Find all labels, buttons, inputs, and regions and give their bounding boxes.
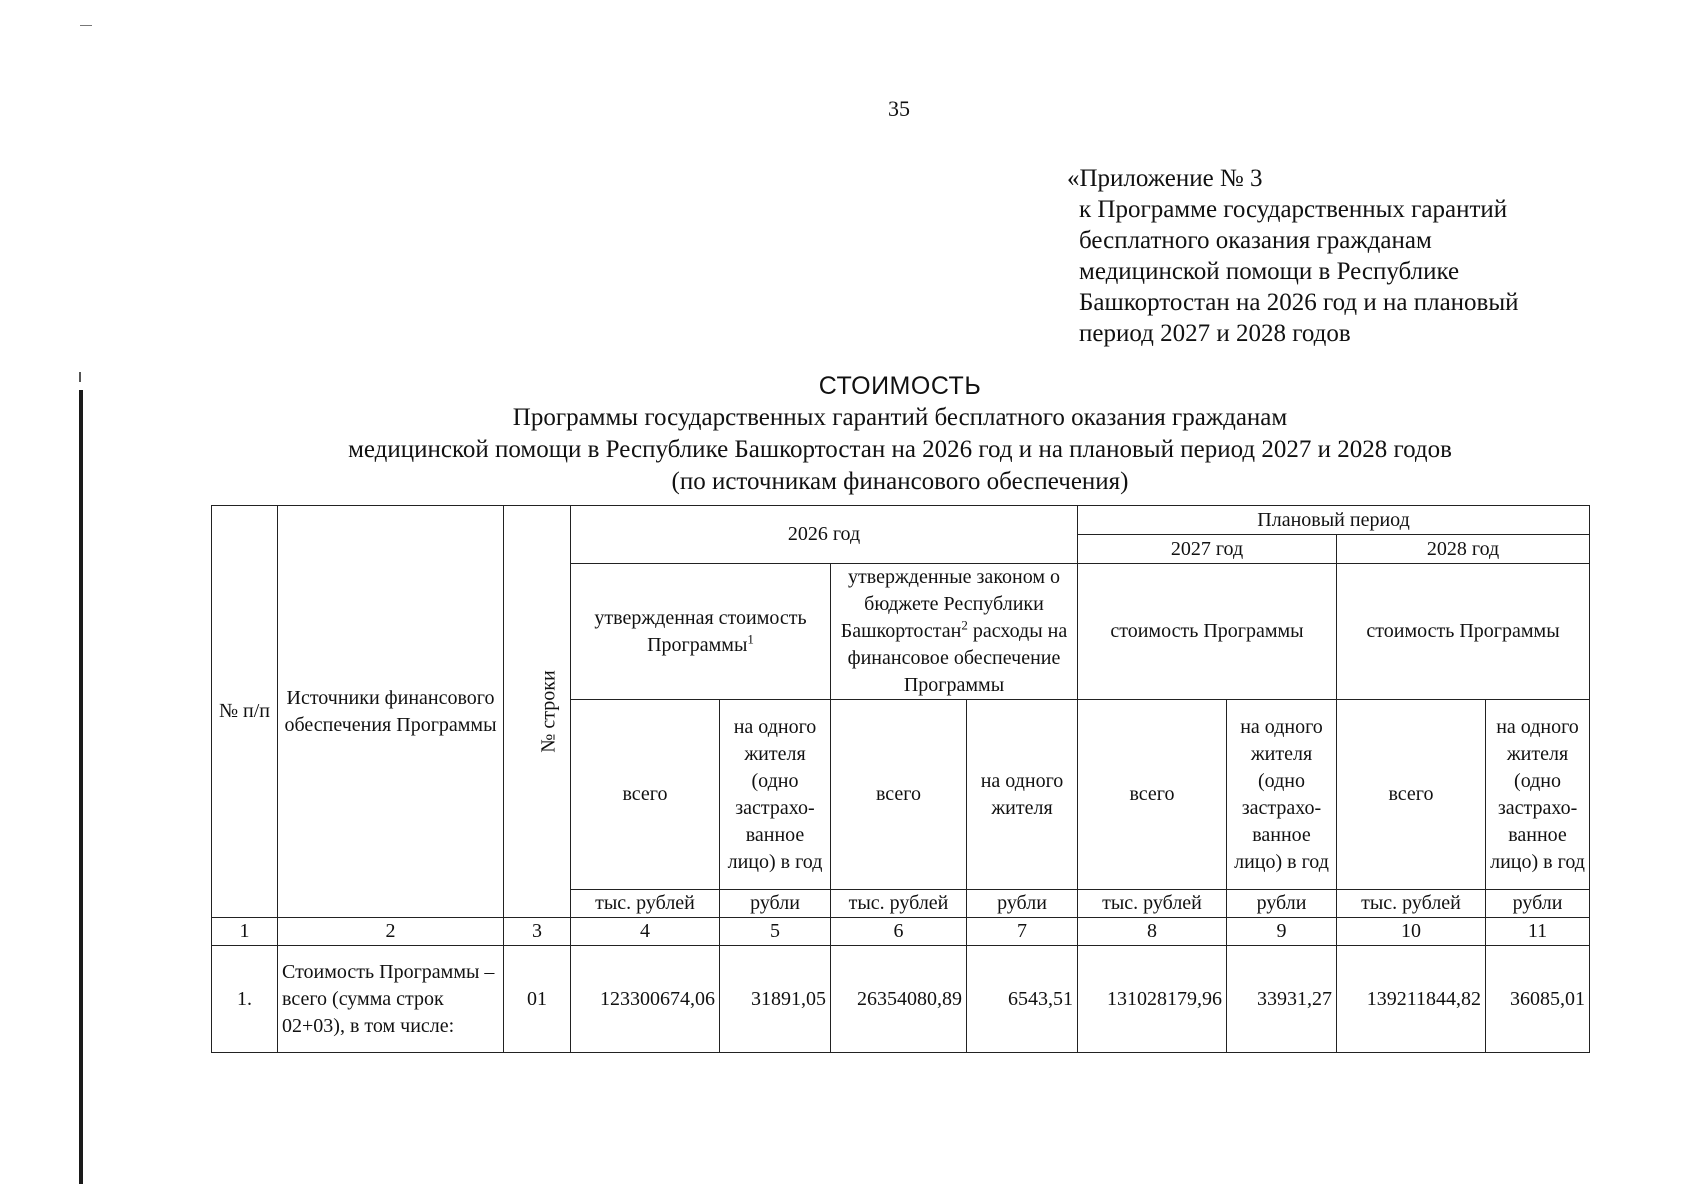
header-num: № п/п <box>212 506 278 918</box>
header-year-2027: 2027 год <box>1078 535 1337 564</box>
unit-rub: рубли <box>967 890 1078 918</box>
appendix-line: бесплатного оказания гражданам <box>1079 227 1432 254</box>
header-per-insured: на одного жителя (одно застрахо-ванное лицо) в год <box>1227 700 1337 890</box>
header-planned-period: Плановый период <box>1078 506 1590 535</box>
unit-rub: рубли <box>1227 890 1337 918</box>
column-number: 4 <box>571 918 720 946</box>
header-year-2026: 2026 год <box>571 506 1078 564</box>
unit-thousand-rub: тыс. рублей <box>1337 890 1486 918</box>
column-number: 8 <box>1078 918 1227 946</box>
column-number: 3 <box>504 918 571 946</box>
header-total: всего <box>571 700 720 890</box>
header-total: всего <box>1337 700 1486 890</box>
header-per-insured: на одного жителя (одно застрахо-ванное лицо) в год <box>1486 700 1590 890</box>
header-program-cost-2027: стоимость Программы <box>1078 564 1337 700</box>
cell-2026-total: 123300674,06 <box>571 946 720 1053</box>
column-number: 5 <box>720 918 831 946</box>
cell-2026-per-capita: 31891,05 <box>720 946 831 1053</box>
appendix-line: «Приложение № 3 <box>1067 165 1263 192</box>
header-approved-cost <box>571 564 831 700</box>
header-per-resident: на одного жителя <box>967 700 1078 890</box>
header-budget-law-label: утвержденные законом о бюджете Республики Башкортостан <box>840 566 1060 642</box>
title-line: медицинской помощи в Республике Башкортостан на 2026 год и на плановый период 2027 и 2028 годов <box>348 436 1452 463</box>
document-title <box>200 370 1600 498</box>
unit-thousand-rub: тыс. рублей <box>1078 890 1227 918</box>
scan-mark <box>80 25 92 26</box>
header-row-code-label: № строки <box>537 670 560 753</box>
row-code: 01 <box>504 946 571 1053</box>
footnote-ref-2: 2 <box>961 617 968 633</box>
page-number: 35 <box>888 96 910 121</box>
column-number: 11 <box>1486 918 1590 946</box>
column-number-row <box>212 918 1590 946</box>
appendix-reference <box>1067 163 1519 349</box>
header-budget-law-purpose: расходы на финансовое обеспечение Программы <box>847 620 1068 696</box>
cell-2028-per-capita: 36085,01 <box>1486 946 1590 1053</box>
title-main: СТОИМОСТЬ <box>818 372 982 400</box>
header-approved-cost-label: утвержденная стоимость Программы <box>594 606 807 656</box>
column-number: 6 <box>831 918 967 946</box>
header-row-code <box>504 506 571 918</box>
header-budget-law <box>831 564 1078 700</box>
appendix-line: к Программе государственных гарантий <box>1079 196 1508 223</box>
appendix-line: период 2027 и 2028 годов <box>1079 320 1351 347</box>
unit-thousand-rub: тыс. рублей <box>571 890 720 918</box>
header-program-cost-2028: стоимость Программы <box>1337 564 1590 700</box>
header-sources: Источники финансового обеспечения Программы <box>278 506 504 918</box>
cell-2027-total: 131028179,96 <box>1078 946 1227 1053</box>
unit-thousand-rub: тыс. рублей <box>831 890 967 918</box>
title-line: (по источникам финансового обеспечения) <box>671 468 1129 495</box>
column-number: 2 <box>278 918 504 946</box>
row-num: 1. <box>212 946 278 1053</box>
cell-2028-total: 139211844,82 <box>1337 946 1486 1053</box>
appendix-line: медицинской помощи в Республике <box>1079 258 1460 285</box>
header-total: всего <box>831 700 967 890</box>
cell-budget-total: 26354080,89 <box>831 946 967 1053</box>
appendix-line: Башкортостан на 2026 год и на плановый <box>1079 289 1519 316</box>
footnote-ref-1: 1 <box>747 630 754 646</box>
scan-mark <box>79 372 81 382</box>
header-year-2028: 2028 год <box>1337 535 1590 564</box>
unit-rub: рубли <box>720 890 831 918</box>
cell-2027-per-capita: 33931,27 <box>1227 946 1337 1053</box>
column-number: 9 <box>1227 918 1337 946</box>
column-number: 1 <box>212 918 278 946</box>
scan-binding-edge <box>79 390 83 1184</box>
table-row <box>212 946 1590 1053</box>
row-source: Стоимость Программы – всего (сумма строк 02+03), в том числе: <box>278 946 504 1053</box>
header-per-insured: на одного жителя (одно застрахо-ванное лицо) в год <box>720 700 831 890</box>
header-total: всего <box>1078 700 1227 890</box>
unit-rub: рубли <box>1486 890 1590 918</box>
column-number: 7 <box>967 918 1078 946</box>
column-number: 10 <box>1337 918 1486 946</box>
title-line: Программы государственных гарантий бесплатного оказания гражданам <box>512 404 1288 431</box>
cost-table <box>211 505 1590 1053</box>
cell-budget-per-capita: 6543,51 <box>967 946 1078 1053</box>
